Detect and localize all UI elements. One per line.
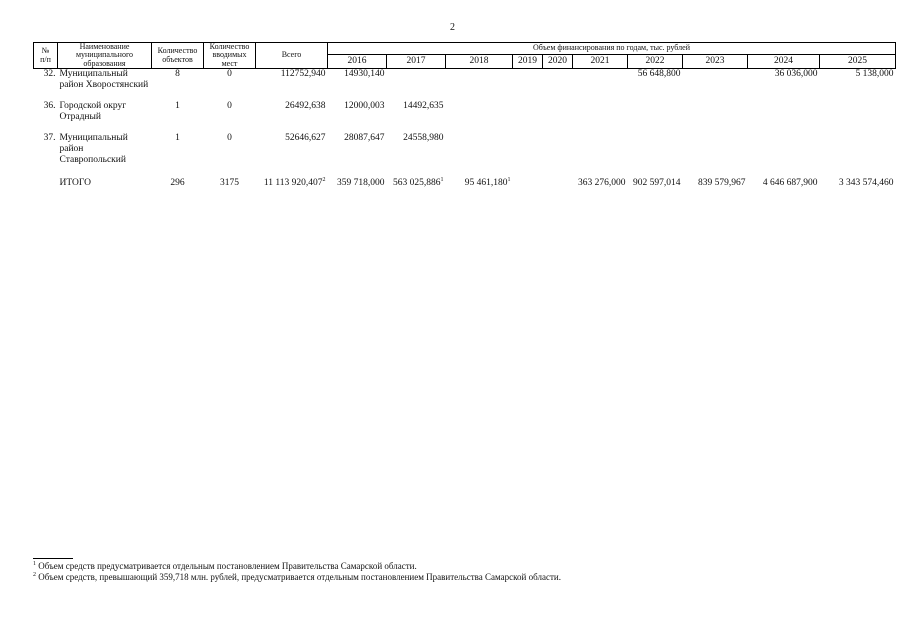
row-municipality-name: Городской округ Отрадный: [59, 101, 127, 122]
header-year: 2016: [328, 55, 387, 69]
row-places: 0: [227, 69, 232, 80]
total-places: 3175: [220, 177, 239, 188]
row-total: 52646,627: [285, 132, 326, 143]
total-year-value: 95 461,180$^1$: [464, 176, 511, 188]
row-year-value: [683, 101, 748, 123]
header-year: 2020: [543, 55, 573, 69]
row-year-value: [446, 69, 513, 91]
table-row: [34, 101, 896, 123]
row-year-value: [513, 133, 543, 166]
row-year-value: [820, 133, 896, 166]
row-year-value: [683, 69, 748, 91]
footnote-1: $^1$ Объем средств предусматривается отдельным постановлением Правительства Самарской области.: [33, 561, 417, 571]
total-empty: [34, 176, 58, 189]
row-year-value: 36 036,000: [774, 69, 818, 80]
row-number: 36.: [43, 101, 56, 112]
total-year-value: 4 646 687,900: [762, 177, 818, 188]
page-number: 2: [450, 22, 455, 33]
header-objects: Количество объектов: [152, 43, 204, 69]
header-year: 2025: [820, 55, 896, 69]
row-year-value: [573, 133, 628, 166]
row-year-value: 56 648,800: [637, 69, 681, 80]
row-year-value: [446, 133, 513, 166]
header-year: 2024: [748, 55, 820, 69]
total-year-value: 902 597,014: [633, 177, 681, 188]
row-year-value: [513, 101, 543, 123]
row-year-value: [628, 133, 683, 166]
row-objects: 1: [175, 132, 180, 143]
row-year-value: [573, 101, 628, 123]
total-year-value: [543, 176, 573, 189]
row-year-value: [683, 133, 748, 166]
header-year: 2018: [446, 55, 513, 69]
row-year-value: 24558,980: [403, 132, 444, 143]
row-objects: 8: [175, 69, 180, 80]
row-year-value: [387, 69, 446, 91]
row-year-value: [543, 101, 573, 123]
row-year-value: 14930,140: [344, 69, 385, 80]
total-year-value: [513, 176, 543, 189]
header-financing: Объем финансирования по годам, тыс. рублей: [328, 43, 896, 55]
total-objects: 296: [170, 177, 185, 188]
header-name: Наименование муниципального образования: [58, 43, 152, 69]
row-year-value: 12000,003: [344, 101, 385, 112]
row-year-value: 14492,635: [403, 101, 444, 112]
row-number: 32.: [43, 69, 56, 80]
header-year: 2017: [387, 55, 446, 69]
row-year-value: [748, 101, 820, 123]
row-year-value: [543, 69, 573, 91]
row-year-value: [573, 69, 628, 91]
header-year: 2019: [513, 55, 543, 69]
row-year-value: [748, 133, 820, 166]
table-row: [34, 69, 896, 91]
row-year-value: 5 138,000: [855, 69, 894, 80]
row-number: 37.: [43, 132, 56, 143]
row-municipality-name: Муниципальный район Хворостянский: [59, 69, 149, 91]
row-municipality-name: Муниципальный район Ставропольский: [59, 132, 128, 165]
row-places: 0: [227, 101, 232, 112]
total-sum: 11 113 920,407$^2$: [263, 176, 326, 188]
header-year: 2023: [683, 55, 748, 69]
header-num: № п/п: [34, 43, 58, 69]
row-year-value: [543, 133, 573, 166]
header-year: 2021: [573, 55, 628, 69]
total-year-value: 563 025,886$^1$: [393, 176, 444, 188]
total-row: [34, 176, 896, 189]
header-year: 2022: [628, 55, 683, 69]
table-row: [34, 133, 896, 166]
row-total: 26492,638: [285, 101, 326, 112]
row-total: 112752,940: [280, 69, 326, 80]
header-places: Количество вводимых мест: [204, 43, 256, 69]
total-year-value: 3 343 574,460: [838, 177, 894, 188]
row-objects: 1: [175, 101, 180, 112]
total-year-value: 839 579,967: [698, 177, 746, 188]
row-places: 0: [227, 132, 232, 143]
row-year-value: [446, 101, 513, 123]
row-year-value: [820, 101, 896, 123]
financing-table: [33, 42, 896, 189]
row-year-value: [513, 69, 543, 91]
total-year-value: 363 276,000: [578, 177, 626, 188]
header-total: Всего: [256, 43, 328, 69]
total-year-value: 359 718,000: [337, 177, 385, 188]
total-label: ИТОГО: [59, 177, 92, 188]
row-year-value: [628, 101, 683, 123]
footnote-2: $^2$ Объем средств, превышающий 359,718 млн. рублей, предусматривается отдельным постановлением Правительства Самарской области.: [33, 572, 561, 582]
footnote-divider: [33, 558, 73, 559]
row-year-value: 28087,647: [344, 132, 385, 143]
